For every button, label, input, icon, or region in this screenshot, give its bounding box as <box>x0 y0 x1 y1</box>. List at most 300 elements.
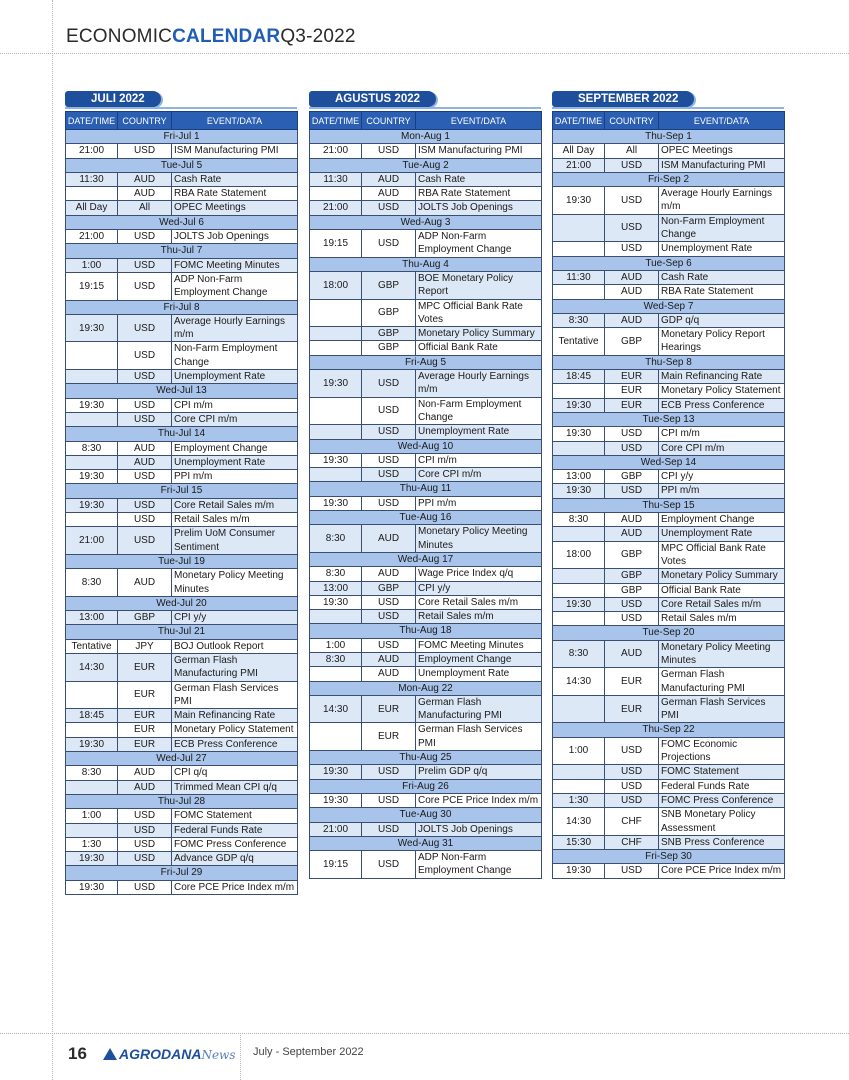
event-row <box>553 242 785 256</box>
day-label: Fri-Jul 1 <box>66 130 298 144</box>
event-name: Unemployment Rate <box>659 527 785 541</box>
day-row <box>310 158 542 172</box>
event-time: 8:30 <box>310 567 362 581</box>
event-name: Monetary Policy Summary <box>659 569 785 583</box>
day-label: Thu-Aug 18 <box>310 624 542 638</box>
day-row <box>66 215 298 229</box>
event-row <box>553 640 785 668</box>
event-row <box>553 597 785 611</box>
event-time <box>553 441 605 455</box>
day-row <box>66 752 298 766</box>
event-name: CPI y/y <box>659 470 785 484</box>
event-name: CPI m/m <box>416 453 542 467</box>
event-time <box>310 667 362 681</box>
event-time <box>310 425 362 439</box>
day-label: Wed-Jul 27 <box>66 752 298 766</box>
event-time <box>66 342 118 370</box>
event-country: USD <box>118 370 172 384</box>
event-row <box>553 513 785 527</box>
event-country: USD <box>605 441 659 455</box>
event-row <box>310 567 542 581</box>
day-row <box>310 836 542 850</box>
event-country: EUR <box>605 668 659 696</box>
month-title: AGUSTUS 2022 <box>309 91 436 107</box>
day-row <box>66 794 298 808</box>
event-country: AUD <box>605 313 659 327</box>
event-time <box>310 723 362 751</box>
event-name: PPI m/m <box>172 470 298 484</box>
event-country: AUD <box>605 640 659 668</box>
day-label: Wed-Jul 6 <box>66 215 298 229</box>
event-country: USD <box>118 258 172 272</box>
month-header <box>65 91 297 111</box>
event-row <box>310 201 542 215</box>
event-name: Average Hourly Earnings m/m <box>172 314 298 342</box>
event-name: CPI q/q <box>172 766 298 780</box>
brand-suffix: News <box>201 1048 236 1062</box>
event-country: USD <box>118 342 172 370</box>
event-time <box>553 384 605 398</box>
header-country: COUNTRY <box>605 112 659 130</box>
event-country: AUD <box>605 270 659 284</box>
header-datetime: DATE/TIME <box>310 112 362 130</box>
event-name: RBA Rate Statement <box>172 187 298 201</box>
event-name: Unemployment Rate <box>172 455 298 469</box>
day-row <box>66 866 298 880</box>
header-datetime: DATE/TIME <box>66 112 118 130</box>
day-label: Wed-Sep 14 <box>553 455 785 469</box>
event-country: USD <box>118 230 172 244</box>
event-time: 21:00 <box>66 144 118 158</box>
event-name: Core CPI m/m <box>172 412 298 426</box>
calendar-table <box>65 111 298 895</box>
event-row <box>66 370 298 384</box>
event-country: USD <box>118 809 172 823</box>
event-row <box>553 384 785 398</box>
event-row <box>66 569 298 597</box>
event-country: GBP <box>605 583 659 597</box>
event-time: 19:15 <box>66 272 118 300</box>
day-row <box>553 850 785 864</box>
brand-logo <box>103 1046 235 1062</box>
event-time: 19:30 <box>310 453 362 467</box>
event-country: GBP <box>118 611 172 625</box>
event-row <box>66 144 298 158</box>
event-time: 18:00 <box>310 271 362 299</box>
event-row <box>553 779 785 793</box>
day-row <box>553 412 785 426</box>
event-time: 14:30 <box>553 808 605 836</box>
event-country: JPY <box>118 639 172 653</box>
event-name: German Flash Services PMI <box>659 695 785 723</box>
event-country: USD <box>118 527 172 555</box>
event-time: 14:30 <box>66 653 118 681</box>
event-row <box>310 299 542 327</box>
event-time <box>66 780 118 794</box>
event-name: CPI m/m <box>172 398 298 412</box>
event-country: EUR <box>118 681 172 709</box>
event-country: USD <box>118 498 172 512</box>
event-row <box>310 341 542 355</box>
event-country: GBP <box>362 271 416 299</box>
event-time: 8:30 <box>66 569 118 597</box>
day-label: Wed-Aug 31 <box>310 836 542 850</box>
event-time: 19:30 <box>310 595 362 609</box>
event-name: Core PCE Price Index m/m <box>172 880 298 894</box>
event-time: 1:30 <box>553 793 605 807</box>
event-name: BOJ Outlook Report <box>172 639 298 653</box>
event-row <box>553 144 785 158</box>
event-name: Federal Funds Rate <box>659 779 785 793</box>
event-name: FOMC Economic Projections <box>659 737 785 765</box>
event-name: FOMC Press Conference <box>172 837 298 851</box>
event-country: USD <box>118 272 172 300</box>
event-row <box>66 766 298 780</box>
brand-name: AGRODANA <box>119 1046 202 1062</box>
event-time: All Day <box>66 201 118 215</box>
event-time: 8:30 <box>553 640 605 668</box>
event-name: SNB Monetary Policy Assessment <box>659 808 785 836</box>
day-row <box>310 257 542 271</box>
event-name: FOMC Meeting Minutes <box>172 258 298 272</box>
footer-divider-line <box>240 1033 241 1080</box>
event-country: USD <box>362 595 416 609</box>
event-country: USD <box>118 852 172 866</box>
event-time <box>553 569 605 583</box>
header-country: COUNTRY <box>362 112 416 130</box>
day-row <box>66 484 298 498</box>
event-country: GBP <box>362 581 416 595</box>
event-time <box>310 397 362 425</box>
event-row <box>66 258 298 272</box>
day-row <box>66 554 298 568</box>
event-time <box>553 242 605 256</box>
month-header-rule <box>65 107 297 109</box>
day-row <box>310 130 542 144</box>
event-time: 19:30 <box>66 498 118 512</box>
event-name: Retail Sales m/m <box>172 513 298 527</box>
event-country: AUD <box>118 455 172 469</box>
event-country: AUD <box>362 567 416 581</box>
event-name: PPI m/m <box>659 484 785 498</box>
event-row <box>310 723 542 751</box>
event-row <box>310 327 542 341</box>
event-time: 15:30 <box>553 835 605 849</box>
event-country: USD <box>362 397 416 425</box>
event-country: AUD <box>118 172 172 186</box>
event-country: GBP <box>605 541 659 569</box>
day-label: Fri-Aug 5 <box>310 355 542 369</box>
day-label: Fri-Jul 8 <box>66 300 298 314</box>
page-number: 16 <box>68 1044 87 1063</box>
day-label: Thu-Aug 25 <box>310 751 542 765</box>
event-row <box>553 864 785 878</box>
event-country: USD <box>118 837 172 851</box>
event-country: USD <box>362 453 416 467</box>
event-time: 19:30 <box>310 793 362 807</box>
event-time: 19:30 <box>553 597 605 611</box>
event-row <box>553 583 785 597</box>
event-country: USD <box>605 765 659 779</box>
event-row <box>66 398 298 412</box>
event-name: JOLTS Job Openings <box>172 230 298 244</box>
day-label: Wed-Aug 17 <box>310 552 542 566</box>
event-row <box>553 441 785 455</box>
event-time: 8:30 <box>553 313 605 327</box>
event-row <box>553 737 785 765</box>
event-time: 8:30 <box>553 513 605 527</box>
event-time: Tentative <box>66 639 118 653</box>
event-country: GBP <box>362 299 416 327</box>
event-row <box>310 468 542 482</box>
event-time <box>66 455 118 469</box>
event-country: USD <box>118 398 172 412</box>
event-country: USD <box>605 427 659 441</box>
event-time: 14:30 <box>310 695 362 723</box>
event-row <box>553 370 785 384</box>
event-row <box>66 172 298 186</box>
event-row <box>310 765 542 779</box>
event-country: USD <box>362 425 416 439</box>
event-country: USD <box>605 737 659 765</box>
event-name: Monetary Policy Meeting Minutes <box>659 640 785 668</box>
day-label: Wed-Jul 13 <box>66 384 298 398</box>
day-label: Thu-Sep 1 <box>553 130 785 144</box>
day-label: Thu-Aug 11 <box>310 482 542 496</box>
event-country: USD <box>605 242 659 256</box>
event-name: PPI m/m <box>416 496 542 510</box>
event-name: ECB Press Conference <box>172 737 298 751</box>
event-time <box>66 823 118 837</box>
event-country: USD <box>118 470 172 484</box>
event-row <box>310 581 542 595</box>
event-row <box>66 823 298 837</box>
event-row <box>66 455 298 469</box>
event-row <box>553 270 785 284</box>
day-label: Tue-Sep 20 <box>553 626 785 640</box>
event-time <box>66 187 118 201</box>
event-name: BOE Monetary Policy Report <box>416 271 542 299</box>
event-row <box>553 835 785 849</box>
event-name: Monetary Policy Statement <box>172 723 298 737</box>
event-country: CHF <box>605 835 659 849</box>
event-country: AUD <box>118 569 172 597</box>
day-label: Fri-Jul 15 <box>66 484 298 498</box>
event-row <box>310 822 542 836</box>
event-country: AUD <box>362 667 416 681</box>
day-label: Thu-Aug 4 <box>310 257 542 271</box>
event-time <box>310 468 362 482</box>
event-country: EUR <box>118 709 172 723</box>
event-country: GBP <box>605 470 659 484</box>
event-row <box>66 780 298 794</box>
day-label: Thu-Sep 15 <box>553 498 785 512</box>
event-row <box>553 541 785 569</box>
event-time <box>310 341 362 355</box>
event-country: USD <box>362 370 416 398</box>
event-country: EUR <box>118 653 172 681</box>
title-tail: Q3-2022 <box>280 26 356 47</box>
event-time: 13:00 <box>553 470 605 484</box>
event-country: AUD <box>605 527 659 541</box>
event-name: MPC Official Bank Rate Votes <box>416 299 542 327</box>
month-column-september <box>552 91 784 879</box>
day-label: Tue-Aug 30 <box>310 808 542 822</box>
event-name: Non-Farm Employment Change <box>416 397 542 425</box>
event-name: Cash Rate <box>172 172 298 186</box>
event-name: German Flash Manufacturing PMI <box>172 653 298 681</box>
month-header-rule <box>552 107 784 109</box>
event-name: Retail Sales m/m <box>659 612 785 626</box>
event-name: OPEC Meetings <box>659 144 785 158</box>
event-time <box>310 610 362 624</box>
day-row <box>553 355 785 369</box>
event-row <box>553 612 785 626</box>
event-country: EUR <box>118 737 172 751</box>
left-guide-line <box>52 0 53 1080</box>
event-row <box>66 513 298 527</box>
event-time: 1:30 <box>66 837 118 851</box>
header-event: EVENT/DATA <box>416 112 542 130</box>
event-time <box>553 285 605 299</box>
event-name: FOMC Statement <box>172 809 298 823</box>
day-label: Tue-Sep 13 <box>553 412 785 426</box>
event-name: Advance GDP q/q <box>172 852 298 866</box>
event-name: ECB Press Conference <box>659 398 785 412</box>
event-time: 1:00 <box>66 809 118 823</box>
event-row <box>66 230 298 244</box>
event-country: All <box>605 144 659 158</box>
event-time: 14:30 <box>553 668 605 696</box>
title-bold: CALENDAR <box>172 26 281 47</box>
event-row <box>553 695 785 723</box>
event-time: 19:30 <box>66 314 118 342</box>
event-country: USD <box>362 765 416 779</box>
day-label: Fri-Aug 26 <box>310 779 542 793</box>
day-row <box>66 384 298 398</box>
event-time: 18:00 <box>553 541 605 569</box>
event-row <box>66 681 298 709</box>
event-time: 21:00 <box>66 527 118 555</box>
event-name: RBA Rate Statement <box>659 285 785 299</box>
event-row <box>66 611 298 625</box>
event-time: 19:30 <box>553 427 605 441</box>
event-row <box>553 668 785 696</box>
event-country: AUD <box>118 780 172 794</box>
month-header <box>309 91 541 111</box>
day-row <box>66 300 298 314</box>
day-row <box>66 244 298 258</box>
day-label: Fri-Jul 29 <box>66 866 298 880</box>
event-country: USD <box>605 793 659 807</box>
event-name: Official Bank Rate <box>659 583 785 597</box>
event-row <box>66 412 298 426</box>
day-row <box>66 427 298 441</box>
day-row <box>310 482 542 496</box>
event-name: Monetary Policy Statement <box>659 384 785 398</box>
event-country: AUD <box>605 513 659 527</box>
event-name: Average Hourly Earnings m/m <box>416 370 542 398</box>
event-time: 19:30 <box>553 187 605 215</box>
event-country: USD <box>118 513 172 527</box>
event-name: ADP Non-Farm Employment Change <box>172 272 298 300</box>
event-row <box>310 695 542 723</box>
event-row <box>66 852 298 866</box>
day-row <box>66 625 298 639</box>
event-name: Unemployment Rate <box>416 425 542 439</box>
day-row <box>310 624 542 638</box>
event-time <box>553 612 605 626</box>
footer-date: July - September 2022 <box>253 1046 364 1058</box>
event-time: 1:00 <box>553 737 605 765</box>
day-row <box>553 256 785 270</box>
event-time: 21:00 <box>310 822 362 836</box>
event-row <box>310 610 542 624</box>
event-time: 8:30 <box>66 766 118 780</box>
month-header <box>552 91 784 111</box>
event-time: 11:30 <box>310 172 362 186</box>
event-time <box>553 695 605 723</box>
event-row <box>66 441 298 455</box>
event-name: German Flash Services PMI <box>172 681 298 709</box>
event-name: SNB Press Conference <box>659 835 785 849</box>
event-time: 18:45 <box>553 370 605 384</box>
event-time: All Day <box>553 144 605 158</box>
calendar-table <box>309 111 542 879</box>
event-row <box>66 653 298 681</box>
event-time: 19:30 <box>66 852 118 866</box>
event-name: CPI m/m <box>659 427 785 441</box>
event-row <box>310 595 542 609</box>
event-country: USD <box>362 793 416 807</box>
event-name: Federal Funds Rate <box>172 823 298 837</box>
event-time <box>310 187 362 201</box>
day-row <box>553 172 785 186</box>
event-time: 11:30 <box>66 172 118 186</box>
event-time: 11:30 <box>553 270 605 284</box>
event-row <box>66 837 298 851</box>
day-row <box>553 130 785 144</box>
event-row <box>553 158 785 172</box>
event-name: Monetary Policy Meeting Minutes <box>172 569 298 597</box>
month-column-july <box>65 91 297 895</box>
day-row <box>310 439 542 453</box>
event-time <box>66 513 118 527</box>
event-time: 19:30 <box>66 398 118 412</box>
event-name: Unemployment Rate <box>416 667 542 681</box>
event-time: 1:00 <box>310 638 362 652</box>
event-row <box>310 851 542 879</box>
event-country: EUR <box>118 723 172 737</box>
event-row <box>66 272 298 300</box>
event-row <box>66 880 298 894</box>
event-name: MPC Official Bank Rate Votes <box>659 541 785 569</box>
event-time: 19:30 <box>553 864 605 878</box>
event-country: USD <box>362 610 416 624</box>
day-row <box>310 681 542 695</box>
event-row <box>553 313 785 327</box>
month-title: SEPTEMBER 2022 <box>552 91 694 107</box>
event-row <box>66 498 298 512</box>
event-country: All <box>118 201 172 215</box>
day-label: Thu-Jul 7 <box>66 244 298 258</box>
title-light: ECONOMIC <box>66 26 173 47</box>
event-name: Core Retail Sales m/m <box>416 595 542 609</box>
event-row <box>66 470 298 484</box>
event-row <box>553 328 785 356</box>
event-name: Prelim UoM Consumer Sentiment <box>172 527 298 555</box>
event-row <box>66 723 298 737</box>
